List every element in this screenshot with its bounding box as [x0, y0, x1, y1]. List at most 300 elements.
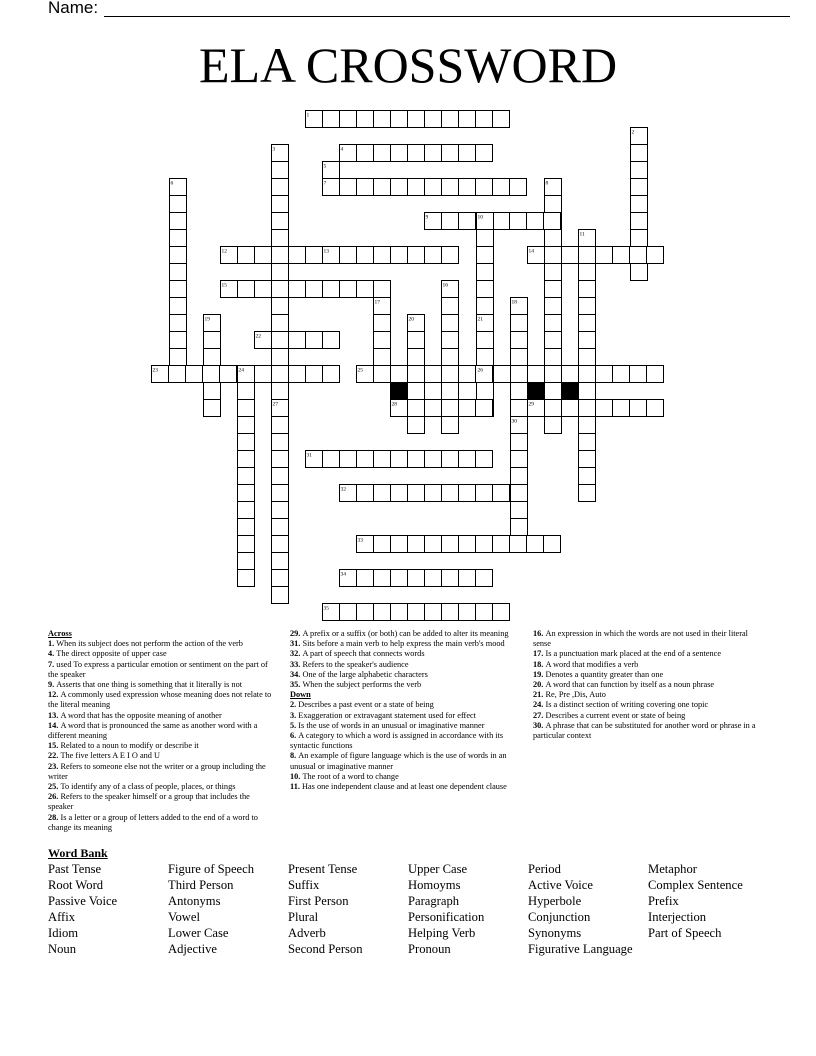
grid-cell[interactable] — [391, 451, 408, 468]
grid-cell[interactable] — [425, 145, 442, 162]
clue-number: 33 — [357, 537, 363, 544]
grid-cell[interactable] — [391, 536, 408, 553]
grid-cell[interactable] — [323, 366, 340, 383]
clue — [290, 711, 518, 721]
grid-cell[interactable] — [545, 417, 562, 434]
grid-cell[interactable] — [272, 417, 289, 434]
grid-cell[interactable] — [579, 468, 596, 485]
grid-cell[interactable] — [442, 451, 459, 468]
grid-cell[interactable] — [408, 417, 425, 434]
grid-cell[interactable] — [510, 536, 527, 553]
grid-cell[interactable] — [442, 213, 459, 230]
grid-cell[interactable] — [220, 366, 237, 383]
grid-cell[interactable] — [477, 247, 494, 264]
grid-cell[interactable] — [374, 247, 391, 264]
grid-cell[interactable] — [476, 485, 493, 502]
grid-cell[interactable] — [391, 145, 408, 162]
grid-cell[interactable] — [170, 298, 187, 315]
word-bank-item: Pronoun — [408, 942, 451, 956]
word-bank-item: Root Word — [48, 878, 104, 892]
grid-cell[interactable] — [630, 366, 647, 383]
grid-cell[interactable] — [203, 366, 220, 383]
word-bank-column — [648, 861, 743, 941]
grid-cell[interactable] — [545, 196, 562, 213]
grid-cell[interactable] — [374, 451, 391, 468]
grid-cell[interactable] — [647, 366, 664, 383]
grid-cell[interactable] — [357, 451, 374, 468]
grid-cell[interactable] — [170, 247, 187, 264]
grid-cell[interactable] — [579, 247, 596, 264]
grid-cell[interactable] — [459, 536, 476, 553]
grid-cell[interactable] — [425, 536, 442, 553]
grid-cell[interactable] — [408, 570, 425, 587]
grid-cell[interactable] — [511, 349, 528, 366]
grid-cell[interactable] — [391, 485, 408, 502]
grid-cell[interactable] — [374, 536, 391, 553]
grid-cell[interactable] — [272, 366, 289, 383]
grid-cell[interactable] — [511, 468, 528, 485]
grid-cell[interactable] — [442, 315, 459, 332]
grid-cell[interactable] — [408, 349, 425, 366]
grid-cell[interactable] — [340, 281, 357, 298]
grid-cell[interactable] — [459, 145, 476, 162]
grid-cell[interactable] — [408, 604, 425, 621]
grid-cell[interactable] — [357, 485, 374, 502]
grid-cell[interactable] — [442, 570, 459, 587]
grid-cell[interactable] — [408, 332, 425, 349]
grid-cell[interactable] — [238, 400, 255, 417]
grid-cell[interactable] — [511, 332, 528, 349]
grid-cell[interactable] — [357, 247, 374, 264]
grid-cell[interactable] — [272, 349, 289, 366]
grid-cell[interactable] — [579, 434, 596, 451]
grid-cell[interactable] — [374, 604, 391, 621]
grid-cell[interactable] — [630, 247, 647, 264]
grid-cell[interactable] — [170, 230, 187, 247]
grid-cell[interactable] — [613, 400, 630, 417]
name-label: Name: — [48, 0, 99, 17]
grid-cell[interactable] — [545, 366, 562, 383]
grid-cell[interactable] — [477, 281, 494, 298]
grid-cell[interactable] — [510, 213, 527, 230]
grid-cell[interactable] — [289, 281, 306, 298]
grid-cell[interactable] — [340, 451, 357, 468]
grid-cell[interactable] — [170, 349, 187, 366]
grid-cell[interactable] — [579, 366, 596, 383]
grid-cell[interactable] — [238, 383, 255, 400]
grid-cell[interactable] — [442, 417, 459, 434]
grid-cell[interactable] — [442, 179, 459, 196]
grid-cell[interactable] — [544, 213, 561, 230]
grid-cell[interactable] — [476, 536, 493, 553]
grid-cell[interactable] — [272, 281, 289, 298]
clue-text: Re, Pre ,Dis, Auto — [545, 690, 606, 700]
grid-cell[interactable] — [631, 145, 648, 162]
grid-cell[interactable] — [357, 179, 374, 196]
grid-cell[interactable] — [545, 281, 562, 298]
grid-cell[interactable] — [238, 502, 255, 519]
grid-cell[interactable] — [493, 485, 510, 502]
grid-cell[interactable] — [204, 349, 221, 366]
grid-cell[interactable] — [425, 570, 442, 587]
grid-cell[interactable] — [272, 315, 289, 332]
grid-cell[interactable] — [476, 570, 493, 587]
grid-cell[interactable] — [170, 281, 187, 298]
grid-cell[interactable] — [631, 213, 648, 230]
grid-cell[interactable] — [272, 298, 289, 315]
grid-cell[interactable] — [545, 315, 562, 332]
word-bank-item: Affix — [48, 910, 76, 924]
grid-cell[interactable] — [562, 247, 579, 264]
grid-cell[interactable] — [477, 349, 494, 366]
grid-cell[interactable] — [477, 332, 494, 349]
grid-cell[interactable] — [579, 332, 596, 349]
grid-cell[interactable] — [357, 604, 374, 621]
clue-number: 24 — [238, 367, 244, 374]
grid-cell[interactable] — [323, 281, 340, 298]
grid-cell[interactable] — [425, 400, 442, 417]
grid-cell[interactable] — [476, 179, 493, 196]
grid-cell[interactable] — [425, 179, 442, 196]
grid-cell[interactable] — [238, 451, 255, 468]
grid-cell[interactable] — [596, 400, 613, 417]
grid-cell[interactable] — [510, 179, 527, 196]
grid-cell[interactable] — [272, 553, 289, 570]
grid-cell[interactable] — [408, 383, 425, 400]
word-bank-item: Metaphor — [648, 862, 697, 876]
grid-cell[interactable] — [374, 281, 391, 298]
grid-cell[interactable] — [442, 349, 459, 366]
grid-cell[interactable] — [272, 587, 289, 604]
clues-column-1 — [48, 629, 276, 833]
grid-cell[interactable] — [579, 349, 596, 366]
grid-cell[interactable] — [255, 247, 272, 264]
clue-number: 5 — [323, 163, 327, 170]
grid-cell[interactable] — [391, 604, 408, 621]
grid-cell[interactable] — [425, 111, 442, 128]
grid-cell[interactable] — [631, 264, 648, 281]
grid-cell[interactable] — [357, 570, 374, 587]
grid-cell[interactable] — [425, 485, 442, 502]
clue — [533, 721, 761, 741]
clue-num: 33. — [290, 659, 303, 669]
grid-cell[interactable] — [272, 247, 289, 264]
grid-cell[interactable] — [476, 604, 493, 621]
grid-cell[interactable] — [545, 349, 562, 366]
grid-cell[interactable] — [306, 332, 323, 349]
grid-cell[interactable] — [340, 247, 357, 264]
grid-cell[interactable] — [272, 485, 289, 502]
across-header: Across — [48, 629, 72, 638]
grid-cell[interactable] — [272, 570, 289, 587]
grid-cell[interactable] — [272, 162, 289, 179]
grid-cell[interactable] — [323, 332, 340, 349]
grid-cell[interactable] — [204, 400, 221, 417]
grid-cell[interactable] — [579, 315, 596, 332]
grid-cell[interactable] — [631, 230, 648, 247]
grid-cell[interactable] — [255, 281, 272, 298]
grid-cell[interactable] — [579, 383, 596, 400]
grid-cell[interactable] — [238, 553, 255, 570]
grid-cell[interactable] — [391, 111, 408, 128]
grid-cell[interactable] — [511, 383, 528, 400]
grid-cell[interactable] — [272, 264, 289, 281]
grid-cell[interactable] — [442, 536, 459, 553]
grid-cell[interactable] — [511, 519, 528, 536]
grid-cell[interactable] — [477, 230, 494, 247]
grid-cell[interactable] — [442, 298, 459, 315]
grid-cell[interactable] — [477, 298, 494, 315]
grid-cell[interactable] — [374, 349, 391, 366]
grid-cell[interactable] — [545, 247, 562, 264]
grid-cell[interactable] — [442, 485, 459, 502]
grid-cell[interactable] — [323, 451, 340, 468]
clue-text: One of the large alphabetic characters — [302, 669, 428, 679]
grid-cell[interactable] — [442, 332, 459, 349]
grid-cell[interactable] — [169, 366, 186, 383]
grid-cell[interactable] — [493, 213, 510, 230]
grid-cell[interactable] — [579, 281, 596, 298]
grid-cell[interactable] — [272, 179, 289, 196]
grid-cell[interactable] — [408, 485, 425, 502]
grid-cell[interactable] — [170, 196, 187, 213]
clue-text: Refers to the speaker's audience — [302, 659, 409, 669]
grid-cell[interactable] — [408, 451, 425, 468]
grid-cell[interactable] — [374, 366, 391, 383]
grid-cell[interactable] — [272, 213, 289, 230]
grid-cell[interactable] — [306, 247, 323, 264]
grid-cell[interactable] — [476, 400, 493, 417]
grid-cell[interactable] — [204, 383, 221, 400]
grid-cell[interactable] — [272, 196, 289, 213]
clue-text: A phrase that can be substituted for another word or phrase in a particular context — [533, 720, 756, 741]
grid-cell[interactable] — [425, 451, 442, 468]
clue-text: Refers to the speaker himself or a group that includes the speaker — [48, 792, 250, 812]
grid-cell[interactable] — [596, 247, 613, 264]
grid-cell[interactable] — [374, 179, 391, 196]
grid-cell[interactable] — [408, 111, 425, 128]
grid-cell[interactable] — [579, 485, 596, 502]
grid-cell[interactable] — [272, 502, 289, 519]
grid-cell[interactable] — [425, 247, 442, 264]
grid-cell[interactable] — [442, 247, 459, 264]
grid-cell[interactable] — [459, 485, 476, 502]
grid-cell[interactable] — [631, 196, 648, 213]
grid-cell[interactable] — [494, 366, 511, 383]
grid-cell[interactable] — [170, 264, 187, 281]
grid-cell[interactable] — [391, 247, 408, 264]
grid-cell[interactable] — [545, 230, 562, 247]
grid-cell[interactable] — [631, 162, 648, 179]
grid-cell[interactable] — [272, 230, 289, 247]
grid-cell[interactable] — [255, 366, 272, 383]
grid-cell[interactable] — [272, 332, 289, 349]
grid-cell[interactable] — [238, 468, 255, 485]
grid-cell[interactable] — [476, 111, 493, 128]
clue-num: 10. — [290, 771, 303, 781]
grid-cell[interactable] — [204, 332, 221, 349]
grid-cell[interactable] — [459, 111, 476, 128]
grid-cell[interactable] — [442, 604, 459, 621]
grid-cell[interactable] — [442, 145, 459, 162]
grid-cell[interactable] — [493, 536, 510, 553]
grid-cell[interactable] — [630, 400, 647, 417]
grid-cell[interactable] — [511, 485, 528, 502]
grid-cell[interactable] — [238, 536, 255, 553]
grid-cell[interactable] — [579, 451, 596, 468]
grid-cell[interactable] — [647, 247, 664, 264]
grid-cell[interactable] — [425, 604, 442, 621]
grid-cell[interactable] — [186, 366, 203, 383]
grid-cell[interactable] — [170, 332, 187, 349]
grid-cell[interactable] — [613, 366, 630, 383]
grid-cell[interactable] — [238, 570, 255, 587]
grid-cell[interactable] — [272, 468, 289, 485]
grid-cell[interactable] — [238, 417, 255, 434]
clue-number: 3 — [272, 146, 276, 153]
grid-cell[interactable] — [459, 366, 476, 383]
clue-num: 28. — [48, 812, 61, 822]
grid-cell[interactable] — [408, 366, 425, 383]
grid-cell[interactable] — [631, 179, 648, 196]
grid-cell[interactable] — [289, 366, 306, 383]
grid-cell[interactable] — [493, 111, 510, 128]
grid-cell[interactable] — [442, 111, 459, 128]
clue — [290, 639, 518, 649]
grid-cell[interactable] — [238, 434, 255, 451]
grid-cell[interactable] — [511, 434, 528, 451]
grid-cell[interactable] — [272, 536, 289, 553]
grid-cell[interactable] — [170, 213, 187, 230]
grid-cell[interactable] — [374, 485, 391, 502]
grid-cell[interactable] — [425, 366, 442, 383]
grid-cell[interactable] — [476, 451, 493, 468]
grid-cell[interactable] — [357, 281, 374, 298]
grid-cell[interactable] — [511, 502, 528, 519]
grid-cell[interactable] — [238, 247, 255, 264]
grid-cell[interactable] — [272, 434, 289, 451]
grid-cell[interactable] — [357, 145, 374, 162]
grid-cell[interactable] — [238, 281, 255, 298]
clue — [48, 680, 276, 690]
grid-cell[interactable] — [374, 111, 391, 128]
grid-cell[interactable] — [545, 298, 562, 315]
grid-cell[interactable] — [306, 281, 323, 298]
grid-cell[interactable] — [289, 332, 306, 349]
grid-cell[interactable] — [408, 536, 425, 553]
grid-cell[interactable] — [459, 604, 476, 621]
grid-cell[interactable] — [340, 604, 357, 621]
clue-number: 10 — [477, 214, 483, 221]
clue-num: 5. — [290, 720, 299, 730]
clue-num: 9. — [48, 680, 57, 690]
grid-cell[interactable] — [511, 315, 528, 332]
grid-cell[interactable] — [408, 247, 425, 264]
grid-cell[interactable] — [374, 332, 391, 349]
clue-text: Describes a past event or a state of being — [298, 700, 434, 710]
grid-cell[interactable] — [408, 400, 425, 417]
grid-cell[interactable] — [613, 247, 630, 264]
grid-cell[interactable] — [323, 111, 340, 128]
grid-cell[interactable] — [357, 111, 374, 128]
grid-cell[interactable] — [272, 383, 289, 400]
grid-cell[interactable] — [170, 315, 187, 332]
grid-cell[interactable] — [340, 179, 357, 196]
grid-cell[interactable] — [459, 400, 476, 417]
grid-cell[interactable] — [527, 213, 544, 230]
word-bank-title: Word Bank — [48, 846, 108, 860]
grid-cell[interactable] — [306, 366, 323, 383]
grid-cell[interactable] — [562, 400, 579, 417]
grid-cell[interactable] — [374, 315, 391, 332]
grid-cell[interactable] — [493, 179, 510, 196]
grid-cell[interactable] — [374, 145, 391, 162]
grid-cell[interactable] — [545, 400, 562, 417]
clue — [48, 782, 276, 792]
clue — [290, 721, 518, 731]
grid-cell[interactable] — [459, 570, 476, 587]
grid-cell[interactable] — [596, 366, 613, 383]
grid-cell[interactable] — [408, 145, 425, 162]
grid-cell[interactable] — [579, 264, 596, 281]
grid-cell[interactable] — [391, 570, 408, 587]
grid-cell[interactable] — [511, 366, 528, 383]
grid-cell[interactable] — [374, 570, 391, 587]
grid-cell[interactable] — [272, 451, 289, 468]
grid-cell[interactable] — [391, 366, 408, 383]
grid-cell[interactable] — [477, 383, 494, 400]
grid-cell[interactable] — [528, 366, 545, 383]
grid-cell[interactable] — [442, 383, 459, 400]
grid-cell[interactable] — [511, 451, 528, 468]
clue-num: 34. — [290, 669, 303, 679]
clue — [533, 711, 761, 721]
grid-cell[interactable] — [459, 451, 476, 468]
grid-cell[interactable] — [579, 298, 596, 315]
grid-cell[interactable] — [544, 536, 561, 553]
grid-cell[interactable] — [545, 332, 562, 349]
clue-number: 32 — [340, 486, 346, 493]
grid-cell[interactable] — [493, 604, 510, 621]
grid-cell[interactable] — [459, 179, 476, 196]
grid-cell[interactable] — [408, 179, 425, 196]
clue-number: 17 — [374, 299, 380, 306]
clue-num: 30. — [533, 720, 546, 730]
word-bank-item: Adverb — [288, 926, 326, 940]
grid-cell[interactable] — [272, 519, 289, 536]
clue — [48, 751, 276, 761]
grid-cell[interactable] — [442, 366, 459, 383]
grid-cell[interactable] — [511, 400, 528, 417]
grid-cell[interactable] — [579, 400, 596, 417]
grid-cell[interactable] — [477, 264, 494, 281]
grid-cell[interactable] — [289, 247, 306, 264]
clue — [290, 649, 518, 659]
grid-cell[interactable] — [545, 264, 562, 281]
grid-cell[interactable] — [238, 485, 255, 502]
grid-cell[interactable] — [340, 111, 357, 128]
grid-cell[interactable] — [562, 366, 579, 383]
grid-cell[interactable] — [545, 383, 562, 400]
grid-cell[interactable] — [476, 145, 493, 162]
grid-cell[interactable] — [459, 213, 476, 230]
grid-cell[interactable] — [647, 400, 664, 417]
grid-cell[interactable] — [527, 536, 544, 553]
grid-cell[interactable] — [442, 400, 459, 417]
grid-cell[interactable] — [391, 179, 408, 196]
grid-cell[interactable] — [579, 417, 596, 434]
grid-cell[interactable] — [238, 519, 255, 536]
